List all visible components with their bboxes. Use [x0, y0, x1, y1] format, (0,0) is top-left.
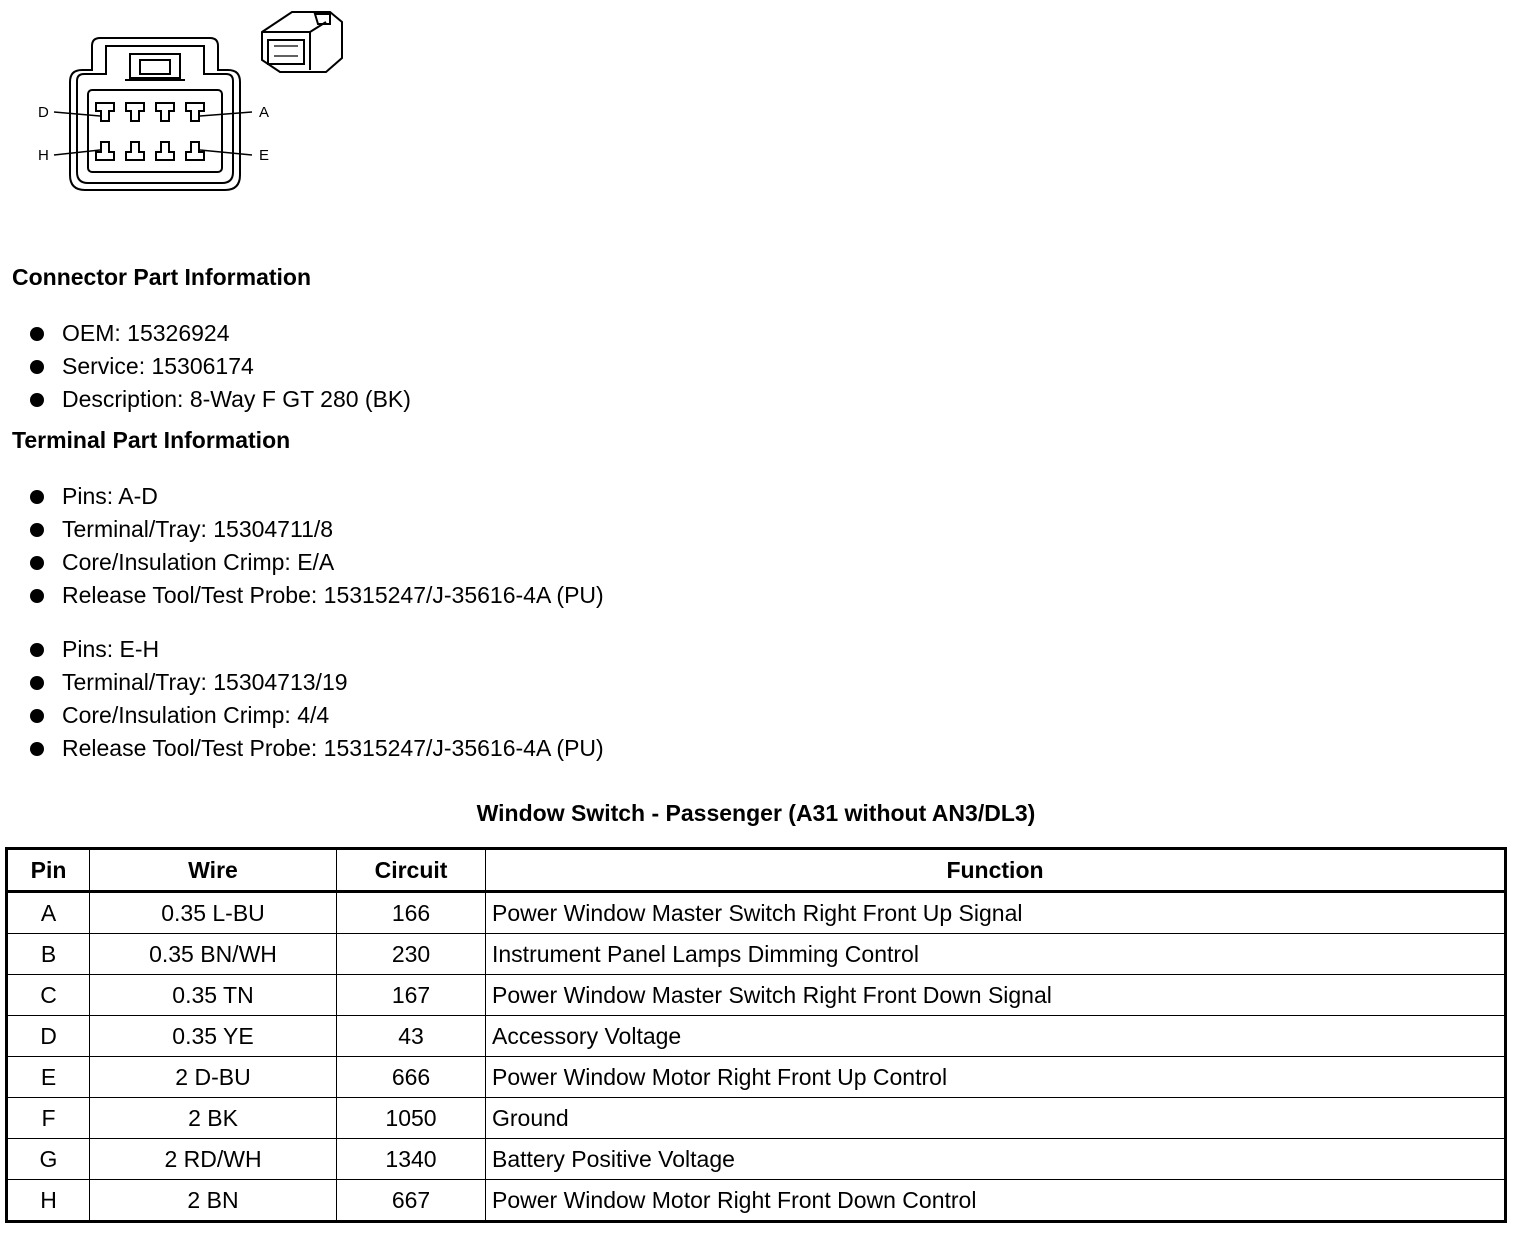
- table-title: Window Switch - Passenger (A31 without AN3/DL3): [476, 800, 1036, 826]
- cell-pin: D: [7, 1016, 90, 1057]
- table-header-row: [7, 849, 1506, 892]
- bullet-icon: [30, 490, 44, 504]
- list-item: Pins: A-D: [30, 480, 604, 513]
- list-item: Service: 15306174: [30, 350, 411, 383]
- cell-circuit: 667: [337, 1180, 486, 1222]
- bullet-icon: [30, 709, 44, 723]
- bullet-icon: [30, 676, 44, 690]
- pin-label-h: H: [38, 147, 49, 164]
- terminal-info-list-e-h: [30, 633, 604, 765]
- bullet-icon: [30, 643, 44, 657]
- pin-label-d: D: [38, 104, 49, 121]
- cell-wire: 0.35 L-BU: [90, 892, 337, 934]
- cell-wire: 0.35 TN: [90, 975, 337, 1016]
- bullet-icon: [30, 589, 44, 603]
- table-row: [7, 892, 1506, 934]
- terminal-info-list-a-d: [30, 480, 604, 612]
- list-item: Release Tool/Test Probe: 15315247/J-35616-4A (PU): [30, 579, 604, 612]
- cell-wire: 2 BN: [90, 1180, 337, 1222]
- header-wire: Wire: [90, 849, 337, 892]
- terminal-part-info-heading: Terminal Part Information: [12, 427, 291, 453]
- connector-part-info-heading: Connector Part Information: [12, 264, 312, 290]
- cell-circuit: 167: [337, 975, 486, 1016]
- bullet-icon: [30, 556, 44, 570]
- table-row: [7, 934, 1506, 975]
- cell-function: Power Window Motor Right Front Up Control: [486, 1057, 1506, 1098]
- list-item: Core/Insulation Crimp: E/A: [30, 546, 604, 579]
- table-row: [7, 975, 1506, 1016]
- bullet-icon: [30, 327, 44, 341]
- cell-function: Power Window Master Switch Right Front Up Signal: [486, 892, 1506, 934]
- table-row: [7, 1057, 1506, 1098]
- pinout-table: [5, 847, 1507, 1223]
- cell-function: Battery Positive Voltage: [486, 1139, 1506, 1180]
- cell-wire: 2 D-BU: [90, 1057, 337, 1098]
- cell-wire: 0.35 BN/WH: [90, 934, 337, 975]
- cell-circuit: 230: [337, 934, 486, 975]
- cell-function: Ground: [486, 1098, 1506, 1139]
- bullet-icon: [30, 393, 44, 407]
- list-item: Release Tool/Test Probe: 15315247/J-35616-4A (PU): [30, 732, 604, 765]
- cell-wire: 2 RD/WH: [90, 1139, 337, 1180]
- cell-circuit: 1340: [337, 1139, 486, 1180]
- table-row: [7, 1139, 1506, 1180]
- cell-pin: H: [7, 1180, 90, 1222]
- cell-wire: 0.35 YE: [90, 1016, 337, 1057]
- cell-pin: C: [7, 975, 90, 1016]
- cell-wire: 2 BK: [90, 1098, 337, 1139]
- list-item: Description: 8-Way F GT 280 (BK): [30, 383, 411, 416]
- table-row: [7, 1180, 1506, 1222]
- list-item: Core/Insulation Crimp: 4/4: [30, 699, 604, 732]
- bullet-icon: [30, 742, 44, 756]
- connector-info-list: [30, 317, 411, 416]
- list-item: Pins: E-H: [30, 633, 604, 666]
- connector-diagram: [30, 0, 370, 200]
- pin-label-e: E: [259, 147, 270, 164]
- cell-function: Power Window Master Switch Right Front Down Signal: [486, 975, 1506, 1016]
- cell-function: Accessory Voltage: [486, 1016, 1506, 1057]
- cell-circuit: 166: [337, 892, 486, 934]
- cell-pin: G: [7, 1139, 90, 1180]
- cell-circuit: 666: [337, 1057, 486, 1098]
- table-row: [7, 1098, 1506, 1139]
- bullet-icon: [30, 523, 44, 537]
- cell-circuit: 43: [337, 1016, 486, 1057]
- cell-function: Instrument Panel Lamps Dimming Control: [486, 934, 1506, 975]
- list-item: Terminal/Tray: 15304713/19: [30, 666, 604, 699]
- list-item: OEM: 15326924: [30, 317, 411, 350]
- table-row: [7, 1016, 1506, 1057]
- cell-function: Power Window Motor Right Front Down Control: [486, 1180, 1506, 1222]
- cell-pin: E: [7, 1057, 90, 1098]
- list-item: Terminal/Tray: 15304711/8: [30, 513, 604, 546]
- cell-pin: F: [7, 1098, 90, 1139]
- bullet-icon: [30, 360, 44, 374]
- cell-circuit: 1050: [337, 1098, 486, 1139]
- header-function: Function: [486, 849, 1506, 892]
- pin-label-a: A: [259, 104, 270, 121]
- header-pin: Pin: [7, 849, 90, 892]
- header-circuit: Circuit: [337, 849, 486, 892]
- cell-pin: B: [7, 934, 90, 975]
- cell-pin: A: [7, 892, 90, 934]
